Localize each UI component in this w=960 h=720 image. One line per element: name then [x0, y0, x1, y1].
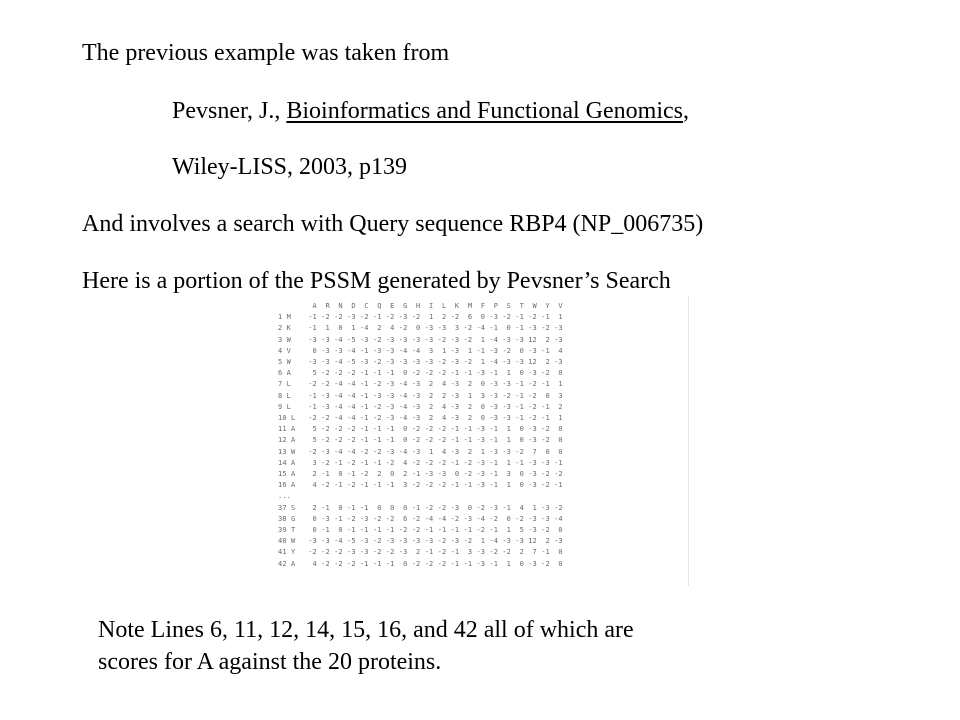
pssm-row: 10 L -2 -2 -4 -4 -1 -2 -3 -4 -3 2 4 -3 2 0 -3 -3 -1 -2 -1 1 — [278, 414, 563, 423]
pssm-row: 6 A 5 -2 -2 -2 -1 -1 -1 0 -2 -2 -2 -1 -1 -3 -1 1 0 -3 -2 0 — [278, 369, 563, 378]
source-intro: The previous example was taken from — [82, 40, 450, 66]
query-sequence-line: And involves a search with Query sequence RBP4 (NP_006735) — [82, 211, 704, 237]
reference-line — [172, 97, 689, 125]
pssm-row: 11 A 5 -2 -2 -2 -1 -1 -1 0 -2 -2 -2 -1 -1 -3 -1 1 0 -3 -2 0 — [278, 425, 563, 434]
pssm-row: 2 K -1 1 0 1 -4 2 4 -2 0 -3 -3 3 -2 -4 -1 0 -1 -3 -2 -3 — [278, 324, 563, 333]
note-line-1: Note Lines 6, 11, 12, 14, 15, 16, and 42 all of which are — [98, 617, 634, 643]
reference-book-title: Bioinformatics and Functional Genomics — [286, 98, 683, 124]
pssm-row: 37 S 2 -1 0 -1 -1 0 0 0 -1 -2 -2 -3 0 -2 -3 -1 4 1 -3 -2 — [278, 503, 563, 512]
pssm-row: 7 L -2 -2 -4 -4 -1 -2 -3 -4 -3 2 4 -3 2 0 -3 -3 -1 -2 -1 1 — [278, 380, 563, 389]
pssm-column-header: A R N D C Q E G H I L K M F P S T W Y V — [278, 302, 563, 310]
pssm-row: 12 A 5 -2 -2 -2 -1 -1 -1 0 -2 -2 -2 -1 -1 -3 -1 1 0 -3 -2 0 — [278, 436, 563, 445]
pssm-row: 8 L -1 -3 -4 -4 -1 -3 -3 -4 -3 2 2 -3 1 3 -3 -2 -1 -2 0 3 — [278, 391, 563, 400]
pssm-row: 1 M -1 -2 -2 -3 -2 -1 -2 -3 -2 1 2 -2 6 0 -3 -2 -1 -2 -1 1 — [278, 313, 563, 322]
pssm-row: 3 W -3 -3 -4 -5 -3 -2 -3 -3 -3 -3 -2 -3 -2 1 -4 -3 -3 12 2 -3 — [278, 335, 563, 344]
pssm-row: 16 A 4 -2 -1 -2 -1 -1 -1 3 -2 -2 -2 -1 -1 -3 -1 1 0 -3 -2 -1 — [278, 481, 563, 490]
pssm-row: 5 W -3 -3 -4 -5 -3 -2 -3 -3 -3 -3 -2 -3 -2 1 -4 -3 -3 12 2 -3 — [278, 358, 563, 367]
pssm-ellipsis: ... — [278, 492, 291, 501]
pssm-row: 4 V 0 -3 -3 -4 -1 -3 -3 -4 -4 3 1 -3 1 -1 -3 -2 0 -3 -1 4 — [278, 346, 563, 355]
pssm-intro-line: Here is a portion of the PSSM generated by Pevsner’s Search — [82, 268, 671, 294]
pssm-table-image — [274, 296, 689, 586]
pssm-row: 15 A 2 -1 0 -1 -2 2 0 2 -1 -3 -3 0 -2 -3 -1 3 0 -3 -2 -2 — [278, 470, 563, 479]
note-text — [98, 614, 634, 678]
note-line-2: scores for A against the 20 proteins. — [98, 649, 442, 675]
pssm-row: 13 W -2 -3 -4 -4 -2 -2 -3 -4 -3 1 4 -3 2 1 -3 -3 -2 7 0 0 — [278, 447, 563, 456]
pssm-row: 42 A 4 -2 -2 -2 -1 -1 -1 0 -2 -2 -2 -1 -1 -3 -1 1 0 -3 -2 0 — [278, 559, 563, 568]
pssm-matrix — [278, 301, 563, 570]
pssm-row: 41 Y -2 -2 -2 -3 -3 -2 -2 -3 2 -1 -2 -1 3 -3 -2 -2 2 7 -1 0 — [278, 548, 563, 557]
reference-comma: , — [682, 98, 689, 124]
pssm-row: 9 L -1 -3 -4 -4 -1 -2 -3 -4 -3 2 4 -3 2 0 -3 -3 -1 -2 -1 2 — [278, 402, 563, 411]
pssm-row: 14 A 3 -2 -1 -2 -1 -1 -2 4 -2 -2 -2 -1 -2 -3 -1 1 -1 -3 -3 -1 — [278, 458, 563, 467]
reference-publisher: Wiley-LISS, 2003, p139 — [172, 154, 408, 180]
pssm-row: 38 G 0 -3 -1 -2 -3 -2 -2 6 -2 -4 -4 -2 -3 -4 -2 0 -2 -3 -3 -4 — [278, 514, 563, 523]
pssm-row: 40 W -3 -3 -4 -5 -3 -2 -3 -3 -3 -3 -2 -3 -2 1 -4 -3 -3 12 2 -3 — [278, 537, 563, 546]
reference-author: Pevsner, J., — [172, 98, 287, 124]
pssm-row: 39 T 0 -1 0 -1 -1 -1 -1 -2 -2 -1 -1 -1 -1 -2 -1 1 5 -3 -2 0 — [278, 526, 563, 535]
